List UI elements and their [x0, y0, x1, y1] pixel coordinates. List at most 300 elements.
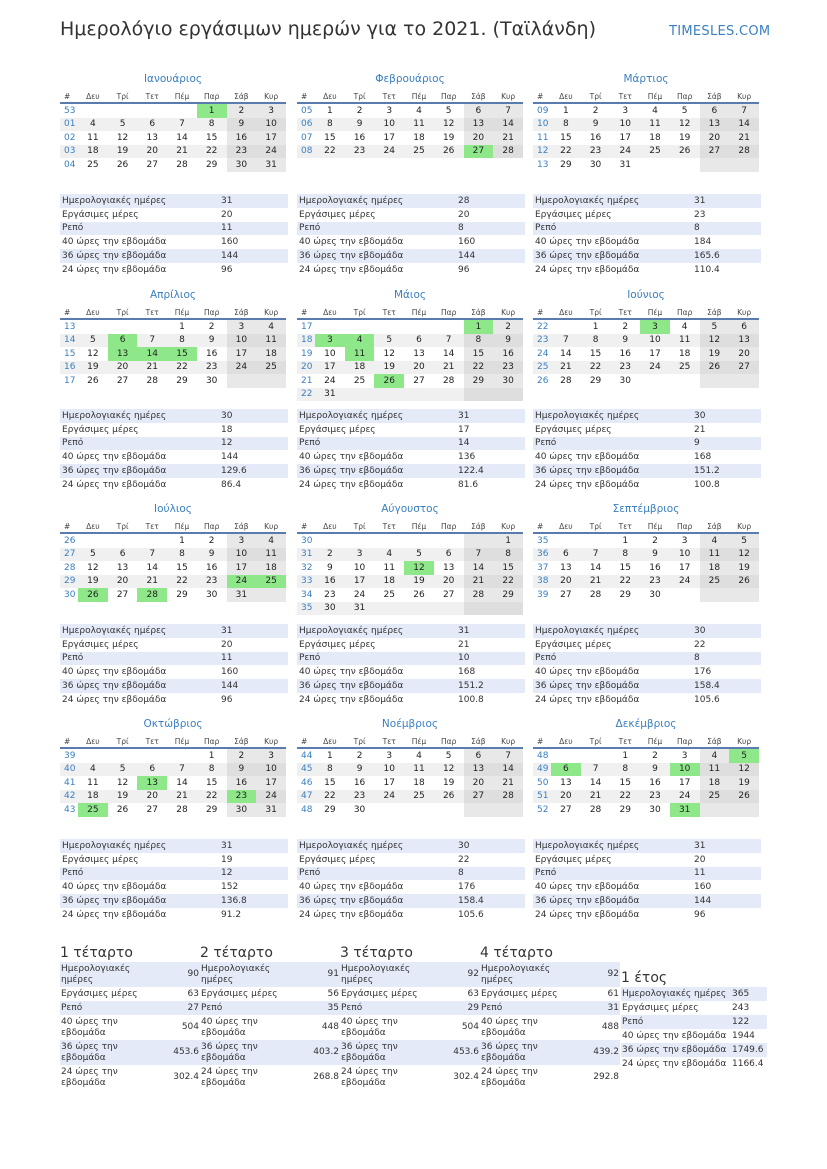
day-cell[interactable]: 21: [493, 776, 523, 790]
holiday-cell[interactable]: 26: [374, 374, 404, 388]
day-cell[interactable]: 11: [87, 132, 99, 143]
day-cell[interactable]: 8: [464, 334, 494, 348]
day-cell[interactable]: 9: [640, 548, 670, 562]
day-cell[interactable]: 21: [551, 361, 581, 375]
day-cell[interactable]: 27: [146, 804, 158, 815]
day-cell[interactable]: 25: [640, 145, 670, 159]
holiday-cell[interactable]: 31: [670, 803, 700, 817]
day-cell[interactable]: 24: [610, 145, 640, 159]
day-cell[interactable]: 3: [227, 319, 257, 334]
day-cell[interactable]: 12: [87, 562, 99, 573]
day-cell[interactable]: 21: [581, 575, 611, 589]
day-cell[interactable]: 1: [622, 750, 629, 761]
day-cell[interactable]: 17: [619, 132, 631, 143]
day-cell[interactable]: 27: [442, 589, 455, 600]
day-cell[interactable]: 24: [256, 145, 286, 159]
holiday-cell[interactable]: 15: [167, 347, 197, 361]
day-cell[interactable]: 2: [652, 750, 658, 761]
day-cell[interactable]: 12: [383, 348, 395, 359]
day-cell[interactable]: 12: [434, 118, 464, 132]
day-cell[interactable]: 28: [589, 804, 602, 815]
day-cell[interactable]: 10: [374, 118, 404, 132]
day-cell[interactable]: 14: [560, 348, 572, 359]
day-cell[interactable]: 22: [315, 790, 345, 804]
day-cell[interactable]: 23: [640, 790, 670, 804]
day-cell[interactable]: 4: [256, 533, 286, 548]
day-cell[interactable]: 24: [670, 575, 700, 589]
day-cell[interactable]: 5: [108, 118, 138, 132]
day-cell[interactable]: 15: [324, 132, 336, 143]
day-cell[interactable]: 24: [256, 790, 286, 804]
day-cell[interactable]: 6: [404, 334, 434, 348]
day-cell[interactable]: 26: [729, 575, 759, 589]
day-cell[interactable]: 30: [227, 158, 257, 172]
day-cell[interactable]: 31: [619, 159, 631, 170]
day-cell[interactable]: 20: [137, 790, 167, 804]
day-cell[interactable]: 2: [227, 103, 257, 118]
day-cell[interactable]: 20: [464, 776, 494, 790]
day-cell[interactable]: 16: [493, 347, 523, 361]
day-cell[interactable]: 3: [227, 533, 257, 548]
day-cell[interactable]: 30: [205, 589, 218, 600]
day-cell[interactable]: 7: [167, 118, 197, 132]
day-cell[interactable]: 27: [116, 375, 129, 386]
day-cell[interactable]: 29: [464, 374, 494, 388]
day-cell[interactable]: 16: [315, 575, 345, 589]
day-cell[interactable]: 3: [681, 750, 688, 761]
day-cell[interactable]: 17: [315, 361, 345, 375]
day-cell[interactable]: 31: [256, 803, 286, 817]
day-cell[interactable]: 26: [116, 159, 129, 170]
day-cell[interactable]: 20: [137, 145, 167, 159]
day-cell[interactable]: 25: [383, 589, 395, 600]
day-cell[interactable]: 15: [560, 132, 572, 143]
day-cell[interactable]: 18: [78, 790, 108, 804]
day-cell[interactable]: 5: [729, 533, 759, 548]
day-cell[interactable]: 4: [700, 748, 730, 763]
day-cell[interactable]: 5: [681, 105, 688, 116]
day-cell[interactable]: 23: [324, 589, 336, 600]
day-cell[interactable]: 19: [729, 776, 759, 790]
day-cell[interactable]: 22: [551, 145, 581, 159]
day-cell[interactable]: 23: [197, 575, 227, 589]
day-cell[interactable]: 4: [78, 118, 108, 132]
holiday-cell[interactable]: 25: [78, 803, 108, 817]
day-cell[interactable]: 15: [176, 562, 188, 573]
day-cell[interactable]: 22: [610, 575, 640, 589]
day-cell[interactable]: 20: [464, 131, 494, 145]
day-cell[interactable]: 12: [116, 132, 129, 143]
day-cell[interactable]: 23: [345, 145, 375, 159]
day-cell[interactable]: 27: [464, 790, 494, 804]
day-cell[interactable]: 11: [700, 548, 730, 562]
day-cell[interactable]: 23: [640, 575, 670, 589]
day-cell[interactable]: 11: [640, 118, 670, 132]
day-cell[interactable]: 9: [345, 763, 375, 777]
day-cell[interactable]: 25: [256, 361, 286, 375]
day-cell[interactable]: 7: [581, 763, 611, 777]
day-cell[interactable]: 2: [622, 321, 629, 332]
day-cell[interactable]: 29: [619, 589, 631, 600]
day-cell[interactable]: 17: [256, 131, 286, 145]
day-cell[interactable]: 26: [670, 145, 700, 159]
day-cell[interactable]: 18: [413, 132, 425, 143]
day-cell[interactable]: 14: [176, 777, 188, 788]
day-cell[interactable]: 14: [589, 777, 602, 788]
day-cell[interactable]: 14: [493, 118, 523, 132]
day-cell[interactable]: 17: [678, 777, 691, 788]
day-cell[interactable]: 30: [619, 375, 631, 386]
day-cell[interactable]: 1: [326, 105, 333, 116]
day-cell[interactable]: 10: [256, 763, 286, 777]
day-cell[interactable]: 17: [256, 776, 286, 790]
day-cell[interactable]: 12: [87, 348, 99, 359]
holiday-cell[interactable]: 28: [137, 588, 167, 602]
day-cell[interactable]: 26: [87, 375, 99, 386]
day-cell[interactable]: 8: [167, 548, 197, 562]
day-cell[interactable]: 5: [108, 763, 138, 777]
day-cell[interactable]: 9: [326, 562, 333, 573]
day-cell[interactable]: 30: [315, 602, 345, 616]
day-cell[interactable]: 5: [78, 548, 108, 562]
day-cell[interactable]: 23: [197, 361, 227, 375]
day-cell[interactable]: 9: [227, 763, 257, 777]
day-cell[interactable]: 24: [374, 145, 404, 159]
day-cell[interactable]: 5: [78, 334, 108, 348]
day-cell[interactable]: 4: [700, 533, 730, 548]
day-cell[interactable]: 22: [493, 575, 523, 589]
day-cell[interactable]: 18: [700, 776, 730, 790]
day-cell[interactable]: 4: [416, 105, 422, 116]
day-cell[interactable]: 20: [551, 790, 581, 804]
day-cell[interactable]: 10: [640, 334, 670, 348]
day-cell[interactable]: 13: [146, 132, 158, 143]
day-cell[interactable]: 2: [652, 535, 658, 546]
day-cell[interactable]: 22: [315, 145, 345, 159]
day-cell[interactable]: 27: [729, 361, 759, 375]
day-cell[interactable]: 10: [353, 562, 366, 573]
day-cell[interactable]: 5: [445, 105, 452, 116]
day-cell[interactable]: 19: [78, 361, 108, 375]
day-cell[interactable]: 11: [256, 548, 286, 562]
day-cell[interactable]: 13: [464, 118, 494, 132]
day-cell[interactable]: 17: [383, 132, 395, 143]
day-cell[interactable]: 19: [678, 132, 691, 143]
day-cell[interactable]: 8: [315, 118, 345, 132]
day-cell[interactable]: 30: [205, 375, 218, 386]
day-cell[interactable]: 16: [649, 777, 661, 788]
day-cell[interactable]: 5: [404, 548, 434, 562]
day-cell[interactable]: 3: [345, 548, 375, 562]
day-cell[interactable]: 16: [589, 132, 602, 143]
day-cell[interactable]: 18: [700, 561, 730, 575]
day-cell[interactable]: 8: [581, 334, 611, 348]
day-cell[interactable]: 25: [404, 145, 434, 159]
day-cell[interactable]: 19: [108, 790, 138, 804]
day-cell[interactable]: 10: [324, 348, 336, 359]
day-cell[interactable]: 12: [729, 548, 759, 562]
day-cell[interactable]: 10: [610, 118, 640, 132]
day-cell[interactable]: 4: [256, 319, 286, 334]
day-cell[interactable]: 12: [729, 763, 759, 777]
day-cell[interactable]: 28: [729, 145, 759, 159]
day-cell[interactable]: 22: [610, 790, 640, 804]
day-cell[interactable]: 3: [681, 535, 688, 546]
holiday-cell[interactable]: 3: [315, 334, 345, 348]
day-cell[interactable]: 25: [700, 790, 730, 804]
day-cell[interactable]: 17: [345, 575, 375, 589]
day-cell[interactable]: 1: [562, 105, 569, 116]
day-cell[interactable]: 17: [383, 777, 395, 788]
day-cell[interactable]: 9: [581, 118, 611, 132]
day-cell[interactable]: 4: [416, 750, 422, 761]
day-cell[interactable]: 30: [227, 803, 257, 817]
day-cell[interactable]: 7: [551, 334, 581, 348]
day-cell[interactable]: 22: [464, 361, 494, 375]
day-cell[interactable]: 1: [326, 750, 333, 761]
day-cell[interactable]: 2: [315, 548, 345, 562]
holiday-cell[interactable]: 24: [227, 575, 257, 589]
day-cell[interactable]: 16: [205, 562, 218, 573]
day-cell[interactable]: 30: [649, 589, 661, 600]
day-cell[interactable]: 21: [493, 131, 523, 145]
day-cell[interactable]: 6: [700, 103, 730, 118]
day-cell[interactable]: 24: [670, 790, 700, 804]
day-cell[interactable]: 7: [493, 103, 523, 118]
day-cell[interactable]: 10: [227, 334, 257, 348]
day-cell[interactable]: 20: [404, 361, 434, 375]
day-cell[interactable]: 15: [205, 777, 218, 788]
day-cell[interactable]: 8: [551, 118, 581, 132]
day-cell[interactable]: 29: [619, 804, 631, 815]
day-cell[interactable]: 27: [700, 145, 730, 159]
day-cell[interactable]: 6: [551, 548, 581, 562]
day-cell[interactable]: 19: [700, 347, 730, 361]
day-cell[interactable]: 8: [315, 763, 345, 777]
day-cell[interactable]: 8: [197, 763, 227, 777]
day-cell[interactable]: 28: [176, 804, 188, 815]
holiday-cell[interactable]: 3: [640, 319, 670, 334]
day-cell[interactable]: 18: [649, 132, 661, 143]
day-cell[interactable]: 7: [464, 548, 494, 562]
day-cell[interactable]: 18: [678, 348, 691, 359]
day-cell[interactable]: 2: [227, 748, 257, 763]
day-cell[interactable]: 16: [619, 348, 631, 359]
day-cell[interactable]: 16: [353, 132, 366, 143]
day-cell[interactable]: 14: [146, 562, 158, 573]
day-cell[interactable]: 6: [137, 118, 167, 132]
day-cell[interactable]: 27: [560, 589, 572, 600]
day-cell[interactable]: 13: [729, 334, 759, 348]
day-cell[interactable]: 11: [700, 763, 730, 777]
day-cell[interactable]: 25: [404, 790, 434, 804]
day-cell[interactable]: 29: [493, 588, 523, 602]
day-cell[interactable]: 9: [227, 118, 257, 132]
day-cell[interactable]: 31: [227, 588, 257, 602]
day-cell[interactable]: 10: [374, 763, 404, 777]
day-cell[interactable]: 2: [356, 750, 363, 761]
day-cell[interactable]: 7: [493, 748, 523, 763]
day-cell[interactable]: 2: [592, 105, 599, 116]
day-cell[interactable]: 7: [581, 548, 611, 562]
day-cell[interactable]: 20: [551, 575, 581, 589]
day-cell[interactable]: 14: [493, 763, 523, 777]
day-cell[interactable]: 2: [356, 105, 363, 116]
day-cell[interactable]: 28: [464, 588, 494, 602]
day-cell[interactable]: 27: [413, 375, 425, 386]
day-cell[interactable]: 7: [137, 548, 167, 562]
day-cell[interactable]: 3: [386, 105, 393, 116]
holiday-cell[interactable]: 4: [345, 334, 375, 348]
day-cell[interactable]: 2: [493, 319, 523, 334]
day-cell[interactable]: 28: [560, 375, 572, 386]
day-cell[interactable]: 23: [227, 145, 257, 159]
day-cell[interactable]: 14: [464, 561, 494, 575]
holiday-cell[interactable]: 27: [464, 145, 494, 159]
day-cell[interactable]: 15: [493, 561, 523, 575]
day-cell[interactable]: 1: [622, 535, 629, 546]
day-cell[interactable]: 26: [434, 790, 464, 804]
day-cell[interactable]: 21: [137, 361, 167, 375]
day-cell[interactable]: 29: [205, 159, 218, 170]
day-cell[interactable]: 29: [176, 589, 188, 600]
day-cell[interactable]: 22: [167, 575, 197, 589]
day-cell[interactable]: 22: [167, 361, 197, 375]
day-cell[interactable]: 2: [208, 321, 215, 332]
holiday-cell[interactable]: 13: [137, 776, 167, 790]
day-cell[interactable]: 3: [622, 105, 629, 116]
day-cell[interactable]: 16: [227, 131, 257, 145]
day-cell[interactable]: 9: [345, 118, 375, 132]
day-cell[interactable]: 8: [610, 763, 640, 777]
day-cell[interactable]: 9: [610, 334, 640, 348]
day-cell[interactable]: 28: [493, 145, 523, 159]
day-cell[interactable]: 24: [324, 375, 336, 386]
day-cell[interactable]: 26: [413, 589, 425, 600]
day-cell[interactable]: 26: [116, 804, 129, 815]
day-cell[interactable]: 5: [445, 750, 452, 761]
day-cell[interactable]: 16: [649, 562, 661, 573]
day-cell[interactable]: 1: [179, 535, 185, 546]
day-cell[interactable]: 3: [256, 103, 286, 118]
day-cell[interactable]: 10: [256, 118, 286, 132]
day-cell[interactable]: 11: [670, 334, 700, 348]
day-cell[interactable]: 27: [146, 159, 158, 170]
day-cell[interactable]: 18: [413, 777, 425, 788]
day-cell[interactable]: 15: [464, 347, 494, 361]
day-cell[interactable]: 22: [581, 361, 611, 375]
day-cell[interactable]: 29: [176, 375, 188, 386]
day-cell[interactable]: 8: [167, 334, 197, 348]
day-cell[interactable]: 28: [589, 589, 602, 600]
day-cell[interactable]: 15: [589, 348, 602, 359]
day-cell[interactable]: 7: [729, 103, 759, 118]
holiday-cell[interactable]: 11: [345, 347, 375, 361]
day-cell[interactable]: 1: [592, 321, 599, 332]
holiday-cell[interactable]: 23: [227, 790, 257, 804]
day-cell[interactable]: 11: [87, 777, 99, 788]
holiday-cell[interactable]: 13: [108, 347, 138, 361]
day-cell[interactable]: 25: [353, 375, 366, 386]
holiday-cell[interactable]: 6: [108, 334, 138, 348]
day-cell[interactable]: 18: [78, 145, 108, 159]
day-cell[interactable]: 20: [700, 131, 730, 145]
day-cell[interactable]: 19: [78, 575, 108, 589]
day-cell[interactable]: 7: [434, 334, 464, 348]
day-cell[interactable]: 29: [560, 159, 572, 170]
day-cell[interactable]: 21: [434, 361, 464, 375]
day-cell[interactable]: 20: [108, 575, 138, 589]
day-cell[interactable]: 17: [227, 347, 257, 361]
day-cell[interactable]: 4: [78, 763, 108, 777]
day-cell[interactable]: 19: [442, 777, 455, 788]
day-cell[interactable]: 15: [619, 562, 631, 573]
day-cell[interactable]: 31: [345, 602, 375, 616]
day-cell[interactable]: 30: [353, 804, 366, 815]
day-cell[interactable]: 6: [464, 748, 494, 763]
day-cell[interactable]: 24: [227, 361, 257, 375]
day-cell[interactable]: 13: [560, 777, 572, 788]
day-cell[interactable]: 25: [87, 159, 99, 170]
day-cell[interactable]: 19: [374, 361, 404, 375]
day-cell[interactable]: 4: [374, 548, 404, 562]
day-cell[interactable]: 29: [324, 804, 336, 815]
day-cell[interactable]: 26: [729, 790, 759, 804]
day-cell[interactable]: 9: [197, 334, 227, 348]
day-cell[interactable]: 23: [345, 790, 375, 804]
day-cell[interactable]: 27: [116, 589, 129, 600]
day-cell[interactable]: 21: [581, 790, 611, 804]
day-cell[interactable]: 25: [670, 361, 700, 375]
day-cell[interactable]: 24: [640, 361, 670, 375]
day-cell[interactable]: 2: [208, 535, 215, 546]
day-cell[interactable]: 27: [560, 804, 572, 815]
day-cell[interactable]: 1: [208, 750, 215, 761]
day-cell[interactable]: 31: [256, 158, 286, 172]
day-cell[interactable]: 15: [205, 132, 218, 143]
day-cell[interactable]: 19: [404, 575, 434, 589]
day-cell[interactable]: 19: [729, 561, 759, 575]
day-cell[interactable]: 22: [197, 790, 227, 804]
day-cell[interactable]: 6: [434, 548, 464, 562]
day-cell[interactable]: 4: [652, 105, 658, 116]
day-cell[interactable]: 9: [197, 548, 227, 562]
day-cell[interactable]: 21: [167, 145, 197, 159]
day-cell[interactable]: 3: [386, 750, 393, 761]
day-cell[interactable]: 30: [589, 159, 602, 170]
day-cell[interactable]: 11: [383, 562, 395, 573]
day-cell[interactable]: 1: [179, 321, 185, 332]
day-cell[interactable]: 13: [116, 562, 129, 573]
day-cell[interactable]: 14: [729, 118, 759, 132]
day-cell[interactable]: 22: [197, 145, 227, 159]
day-cell[interactable]: 12: [434, 763, 464, 777]
day-cell[interactable]: 29: [205, 804, 218, 815]
day-cell[interactable]: 21: [137, 575, 167, 589]
day-cell[interactable]: 14: [589, 562, 602, 573]
day-cell[interactable]: 8: [197, 118, 227, 132]
day-cell[interactable]: 14: [442, 348, 455, 359]
day-cell[interactable]: 6: [729, 319, 759, 334]
holiday-cell[interactable]: 6: [551, 763, 581, 777]
day-cell[interactable]: 15: [324, 777, 336, 788]
holiday-cell[interactable]: 1: [464, 319, 494, 334]
day-cell[interactable]: 6: [108, 548, 138, 562]
day-cell[interactable]: 5: [700, 319, 730, 334]
day-cell[interactable]: 17: [227, 561, 257, 575]
day-cell[interactable]: 23: [610, 361, 640, 375]
day-cell[interactable]: 17: [649, 348, 661, 359]
